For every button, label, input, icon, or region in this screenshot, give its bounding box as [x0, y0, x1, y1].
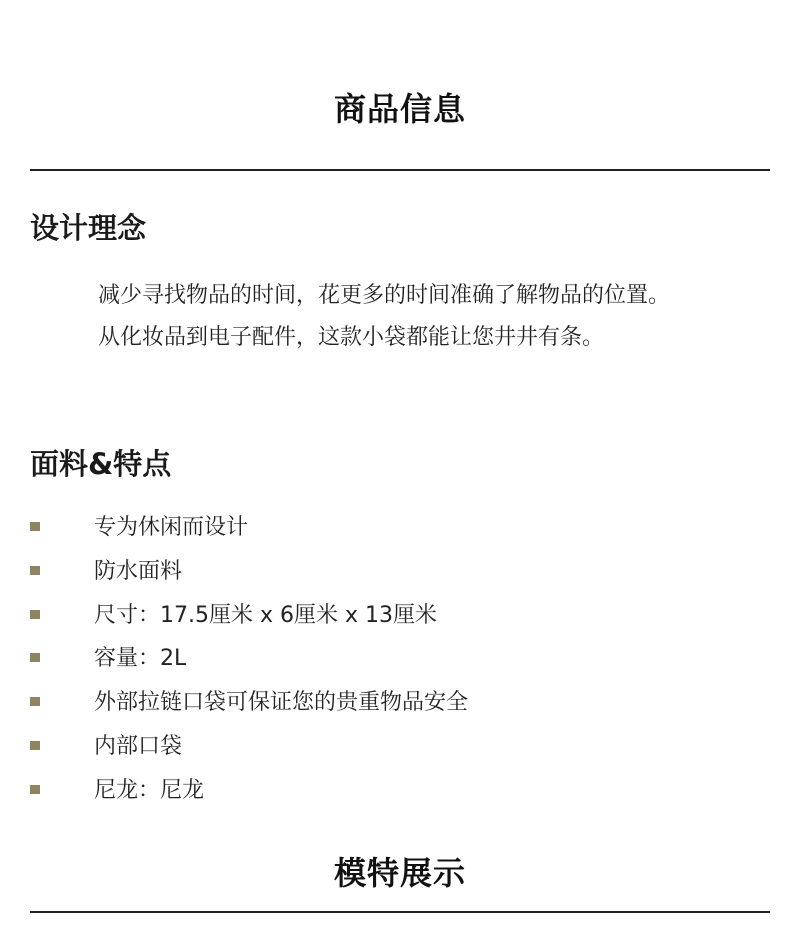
design-concept-line-1: 减少寻找物品的时间，花更多的时间准确了解物品的位置。	[98, 283, 671, 308]
square-bullet-icon	[30, 653, 40, 662]
feature-item-dimensions	[0, 592, 800, 636]
feature-item-zip-pocket	[0, 679, 800, 723]
feature-text: 尺寸：17.5厘米 x 6厘米 x 13厘米	[94, 602, 437, 628]
feature-item-leisure	[0, 504, 800, 548]
feature-text: 专为休闲而设计	[94, 515, 249, 540]
feature-item-capacity	[0, 635, 800, 679]
design-concept-heading: 设计理念	[30, 211, 147, 245]
feature-text: 内部口袋	[94, 733, 183, 759]
square-bullet-icon	[30, 741, 40, 750]
feature-text: 防水面料	[94, 558, 183, 584]
feature-text: 尼龙：尼龙	[94, 777, 205, 803]
square-bullet-icon	[30, 785, 40, 794]
product-info-divider	[30, 169, 770, 171]
materials-features-heading: 面料&特点	[30, 447, 172, 481]
square-bullet-icon	[30, 610, 40, 619]
feature-text: 外部拉链口袋可保证您的贵重物品安全	[94, 690, 469, 716]
feature-text: 容量：2L	[94, 646, 187, 672]
feature-list	[0, 504, 800, 811]
square-bullet-icon	[30, 566, 40, 575]
model-showcase-title: 模特展示	[333, 854, 466, 892]
square-bullet-icon	[30, 522, 40, 531]
model-showcase-divider	[30, 911, 770, 913]
feature-item-material	[0, 767, 800, 811]
square-bullet-icon	[30, 697, 40, 706]
design-concept-line-2: 从化妆品到电子配件，这款小袋都能让您井井有条。	[98, 325, 605, 350]
feature-item-waterproof	[0, 548, 800, 592]
feature-item-inner-pocket	[0, 723, 800, 767]
product-info-title: 商品信息	[333, 90, 466, 128]
